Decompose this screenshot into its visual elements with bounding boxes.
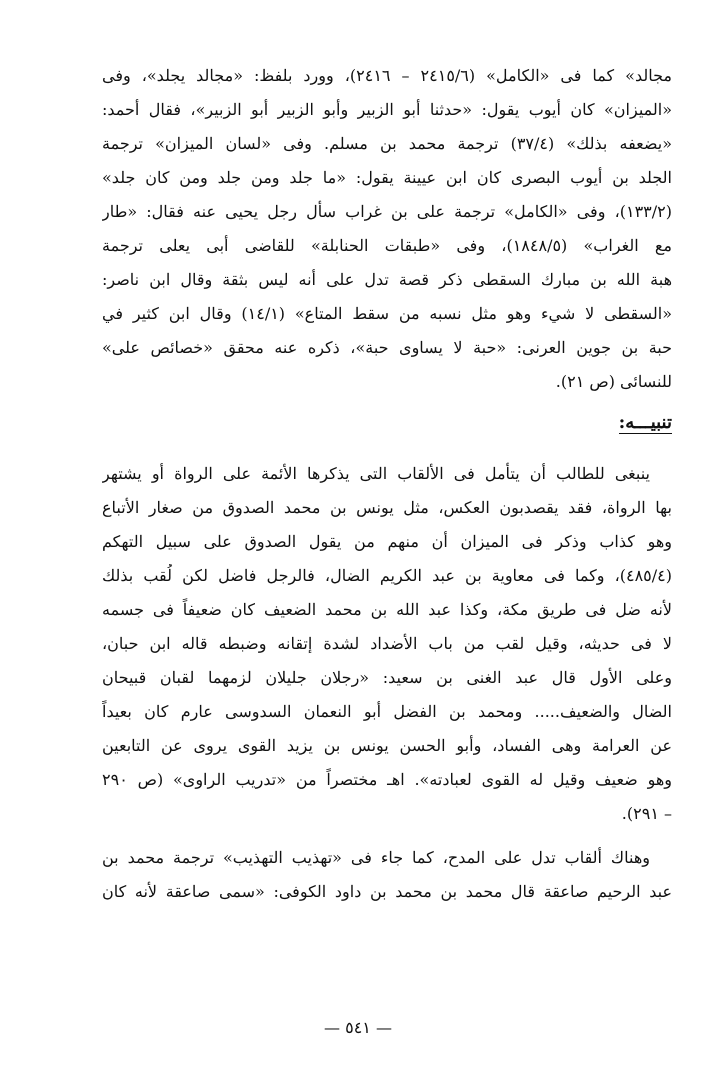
text-line: «الميزان» كان أيوب يقول: «حدثنا أبو الزبير وأبو الزبير أبو الزبير»، فقال أحمد: [102,100,672,119]
text-line: (١٣٣/٢)، وفى «الكامل» ترجمة على بن غراب سأل رجل يحيى عنه فقال: «طار [102,202,672,221]
text-line: وهو كذاب وذكر فى الميزان أن منهم من يقول الصدوق على سبيل التهكم [102,532,672,551]
text-line: لا فى حديثه، وقيل لقب من باب الأضداد لشدة إتقانه وضبطه قاله ابن حبان، [102,634,672,653]
page-number: — ٥٤١ — [324,1018,392,1037]
text-line: ينبغى للطالب أن يتأمل فى الألقاب التى يذكرها الأئمة على الرواة أو يشتهر [102,464,650,483]
text-line: مجالد» کما فی «الکامل» (۲٤١٥/٦ – ٢٤١٦)، وورد بلفظ: «مجالد يجلد»، وفى [102,66,672,85]
text-line: وهو ضعيف وقيل له القوى لعبادته». اهـ مختصراً من «تدريب الراوى» (ص ٢٩٠ [102,770,672,789]
text-line: مع الغراب» (١٨٤٨/٥)، وفى «طبقات الحنابلة» للقاضى أبى يعلى ترجمة [102,236,672,255]
text-line: «السقطى لا شيء وهو مثل نسبه من سقط المتاع» (١٤/١) وقال ابن كثير في [102,304,672,323]
text-line: هبة الله بن مبارك السقطى ذكر قصة تدل على أنه ليس بثقة وقال ابن ناصر: [102,270,672,289]
text-line: الجلد بن أيوب البصرى كان ابن عيينة يقول: «ما جلد ومن جلد ومن كان جلد» [102,168,672,187]
text-line: للنسائى (ص ٢١). [555,372,672,391]
text-line: وهناك ألقاب تدل على المدح، كما جاء فى «تهذيب التهذيب» ترجمة محمد بن [102,848,650,867]
text-line: لأنه ضل فى طريق مكة، وكذا عبد الله بن محمد الضعيف كان ضعيفاً فى جسمه [102,600,672,619]
text-line: بها الرواة، فقد يقصدبون العكس، مثل يونس بن محمد الصدوق من صغار الأتباع [102,498,672,517]
heading-text: تنبيـــه: [618,412,672,433]
text-line: (٤٨٥/٤)، وكما فى معاوية بن عبد الكريم الضال، فالرجل فاضل لكن لُقب بذلك [102,566,672,585]
text-line: الضال والضعيف..... ومحمد بن الفضل أبو النعمان السدوسى عارم كان بعيداً [102,702,672,721]
text-line: – ٢٩١). [621,804,672,823]
section-heading [472,410,672,436]
text-line: حبة بن جوين العرنى: «حبة لا يساوى حبة»، ذكره عنه محقق «خصائص على» [102,338,672,357]
text-line: «يضعفه بذلك» (٣٧/٤) ترجمة محمد بن مسلم. وفى «لسان الميزان» ترجمة [102,134,672,153]
text-line: وعلى الأول قال عبد الغنى بن سعيد: «رجلان جليلان لزمهما لقبان قبيحان [102,668,672,687]
text-line: عبد الرحيم صاعقة قال محمد بن محمد بن داود الكوفى: «سمى صاعقة لأنه كان [102,882,672,901]
text-line: عن العرامة وهى الفساد، وأبو الحسن يونس بن يزيد القوى يروى عن التابعين [102,736,672,755]
